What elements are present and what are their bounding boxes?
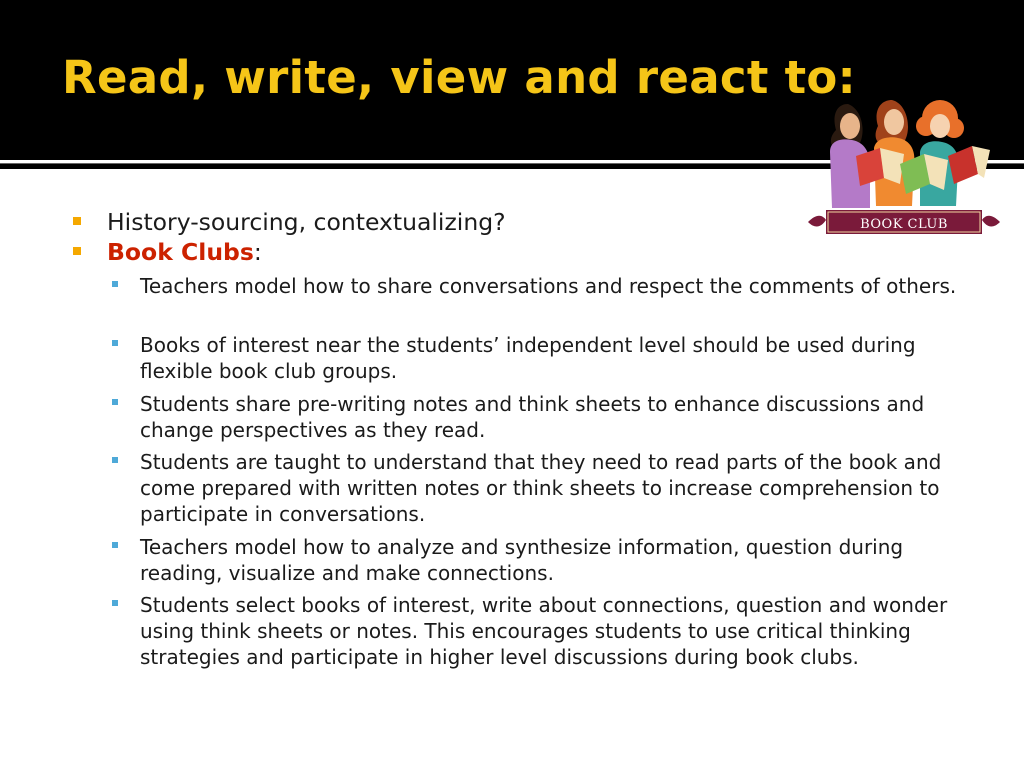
sub-bullet-marker xyxy=(112,600,118,606)
sub-bullet-marker xyxy=(112,457,118,463)
bullet-marker xyxy=(73,247,81,255)
sub-bullet-marker xyxy=(112,399,118,405)
sub-bullet-text: Students are taught to understand that they need to read parts of the book and come prepared with written notes or think sheets to increase comprehension to participate in conversations. xyxy=(140,450,942,526)
sub-bullet xyxy=(112,449,967,527)
book-club-banner-text: BOOK CLUB xyxy=(860,217,948,232)
bullet-text: History-sourcing, contextualizing? xyxy=(107,208,506,236)
sub-bullet-text: Students select books of interest, write about connections, question and wonder using think sheets or notes. This encourages students to use critical thinking strategies and participate in higher level discussions during book clubs. xyxy=(140,593,948,669)
bullet-text-wrap xyxy=(107,238,262,266)
sub-bullet-text: Students share pre-writing notes and think sheets to enhance discussions and change perspectives as they read. xyxy=(140,392,925,442)
sub-bullet xyxy=(112,534,967,586)
book-clubs-heading: Book Clubs xyxy=(107,238,254,266)
sub-bullet xyxy=(112,332,967,384)
sub-bullet-text: Books of interest near the students’ independent level should be used during flexible book club groups. xyxy=(140,333,916,383)
sub-bullet xyxy=(112,391,967,443)
slide-title: Read, write, view and react to: xyxy=(62,51,856,104)
sub-bullet-text: Teachers model how to analyze and synthesize information, question during reading, visualize and make connections. xyxy=(140,535,904,585)
sub-bullet xyxy=(112,592,967,670)
book-clubs-colon: : xyxy=(253,238,262,266)
sub-bullet-marker xyxy=(112,542,118,548)
sub-bullet-text: Teachers model how to share conversations and respect the comments of others. xyxy=(140,274,957,298)
sub-bullet-marker xyxy=(112,281,118,287)
sub-bullet xyxy=(112,273,967,299)
sub-bullet-marker xyxy=(112,340,118,346)
bullet-marker xyxy=(73,217,81,225)
